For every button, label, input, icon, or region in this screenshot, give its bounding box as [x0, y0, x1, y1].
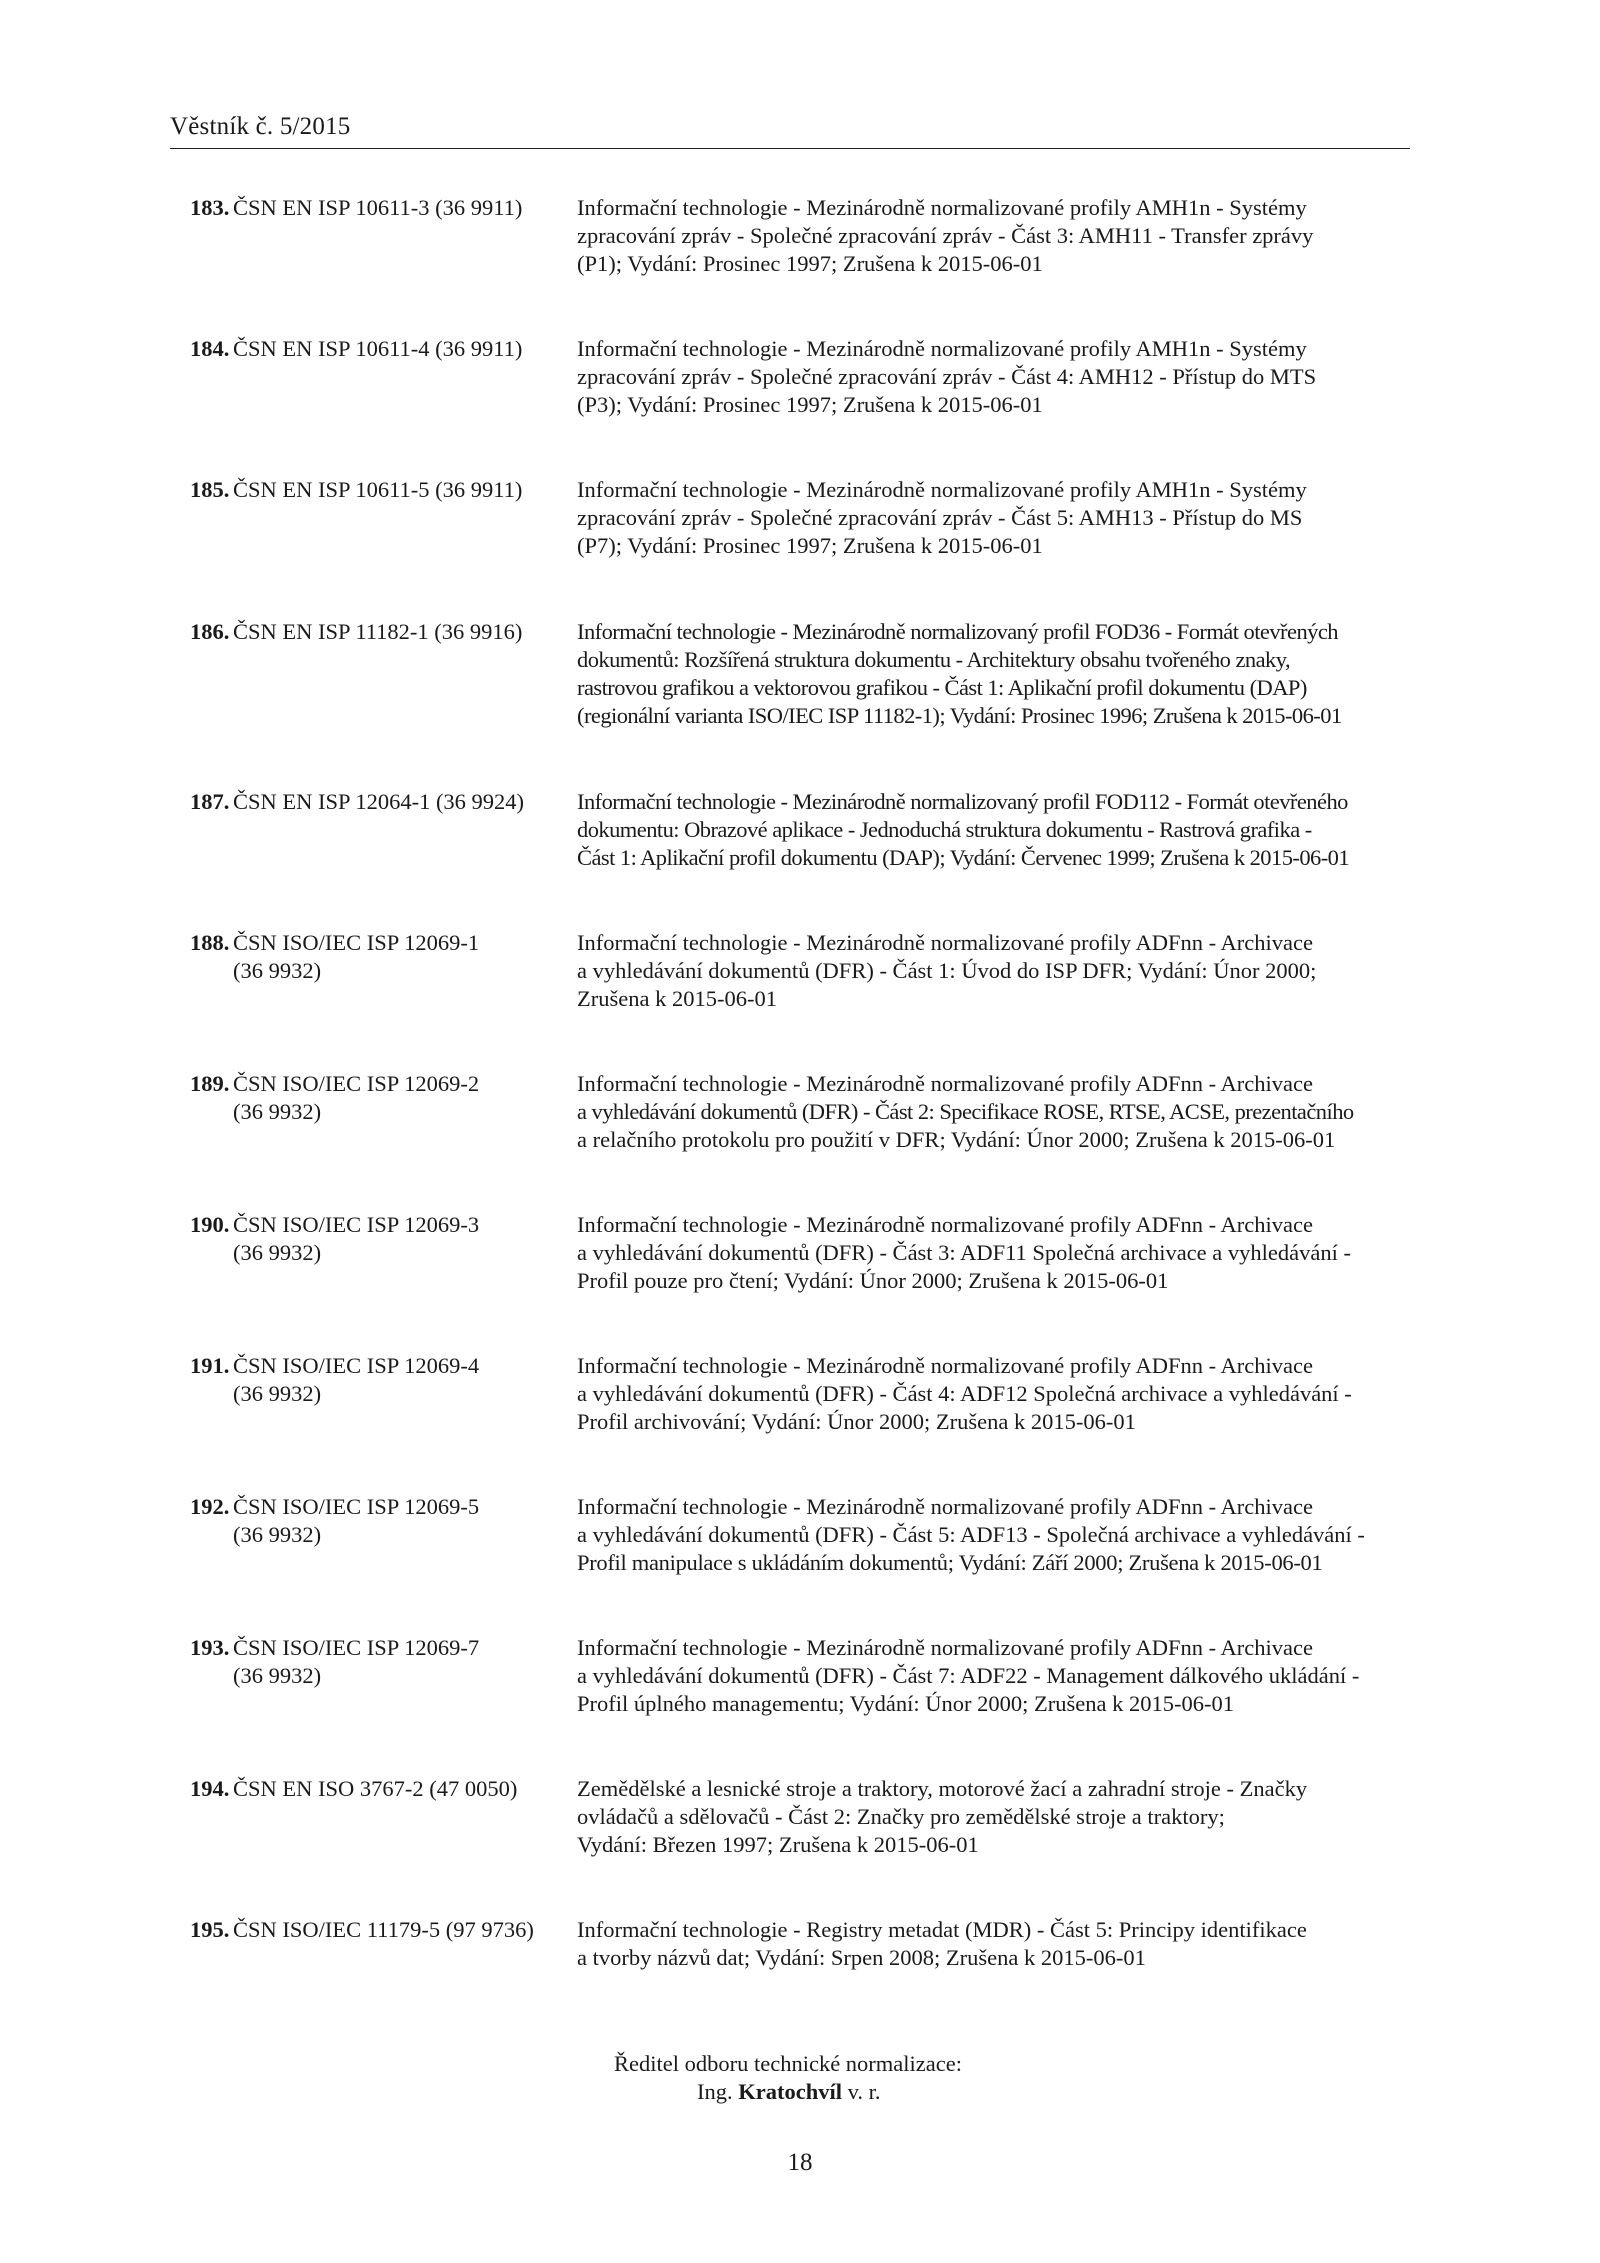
standard-description — [577, 618, 1407, 730]
standard-code-line: ČSN EN ISP 10611-5 (36 9911) — [233, 477, 523, 502]
standard-code-line: ČSN ISO/IEC ISP 12069-4 — [233, 1353, 480, 1378]
standard-description — [577, 1775, 1407, 1859]
standard-description — [577, 1070, 1407, 1154]
description-line: Informační technologie - Mezinárodně normalizované profily AMH1n - Systémy — [577, 336, 1307, 361]
description-line: a vyhledávání dokumentů (DFR) - Část 7: ADF22 - Management dálkového ukládání - — [577, 1663, 1360, 1688]
description-line: a vyhledávání dokumentů (DFR) - Část 3: ADF11 Společná archivace a vyhledávání - — [577, 1240, 1351, 1265]
description-line: rastrovou grafikou a vektorovou grafikou - Část 1: Aplikační profil dokumentu (DAP) — [577, 675, 1307, 700]
standard-code-line: (36 9932) — [233, 958, 322, 983]
standard-code-line: (36 9932) — [233, 1099, 322, 1124]
standard-code — [233, 194, 573, 222]
standard-description — [577, 194, 1407, 278]
description-line: Informační technologie - Mezinárodně normalizovaný profil FOD36 - Formát otevřených — [577, 619, 1338, 644]
description-line: Zemědělské a lesnické stroje a traktory, motorové žací a zahradní stroje - Značky — [577, 1776, 1308, 1801]
standard-description — [577, 788, 1407, 872]
standard-code-line: ČSN ISO/IEC 11179-5 (97 9736) — [233, 1917, 534, 1942]
standard-code-line: ČSN EN ISO 3767-2 (47 0050) — [233, 1776, 518, 1801]
description-line: Informační technologie - Mezinárodně normalizované profily AMH1n - Systémy — [577, 477, 1307, 502]
description-line: a vyhledávání dokumentů (DFR) - Část 1: Úvod do ISP DFR; Vydání: Únor 2000; — [577, 958, 1317, 983]
description-line: (P1); Vydání: Prosinec 1997; Zrušena k 2015-06-01 — [577, 251, 1043, 276]
description-line: dokumentů: Rozšířená struktura dokumentu - Architektury obsahu tvořeného znaky, — [577, 647, 1291, 672]
description-line: Informační technologie - Mezinárodně normalizované profily ADFnn - Archivace — [577, 1212, 1313, 1237]
description-line: Informační technologie - Mezinárodně normalizované profily ADFnn - Archivace — [577, 1494, 1313, 1519]
entry-number: 190. — [190, 1212, 230, 1237]
standard-description — [577, 1352, 1407, 1436]
description-line: Profil manipulace s ukládáním dokumentů; Vydání: Září 2000; Zrušena k 2015-06-01 — [577, 1550, 1323, 1575]
signatory-name: Kratochvíl — [738, 2079, 842, 2104]
standard-code-line: ČSN ISO/IEC ISP 12069-3 — [233, 1212, 480, 1237]
description-line: Profil archivování; Vydání: Únor 2000; Zrušena k 2015-06-01 — [577, 1409, 1136, 1434]
standard-code — [233, 929, 573, 985]
standard-code — [233, 1775, 573, 1803]
description-line: a vyhledávání dokumentů (DFR) - Část 2: Specifikace ROSE, RTSE, ACSE, prezentačního — [577, 1099, 1354, 1124]
description-line: Profil pouze pro čtení; Vydání: Únor 2000; Zrušena k 2015-06-01 — [577, 1268, 1169, 1293]
signatory-suffix: v. r. — [847, 2079, 881, 2104]
standard-description — [577, 1634, 1407, 1718]
description-line: Vydání: Březen 1997; Zrušena k 2015-06-01 — [577, 1832, 979, 1857]
standard-description — [577, 1211, 1407, 1295]
description-line: Zrušena k 2015-06-01 — [577, 986, 777, 1011]
standard-description — [577, 1493, 1407, 1577]
entry-number: 194. — [190, 1776, 230, 1801]
description-line: dokumentu: Obrazové aplikace - Jednoduchá struktura dokumentu - Rastrová grafika - — [577, 817, 1312, 842]
description-line: Část 1: Aplikační profil dokumentu (DAP); Vydání: Červenec 1999; Zrušena k 2015-06-01 — [577, 845, 1350, 870]
signatory-title: Ředitel odboru technické normalizace: — [614, 2051, 962, 2076]
standard-description — [577, 476, 1407, 560]
standard-code-line: (36 9932) — [233, 1663, 322, 1688]
description-line: a relačního protokolu pro použití v DFR; Vydání: Únor 2000; Zrušena k 2015-06-01 — [577, 1127, 1336, 1152]
standard-description — [577, 1916, 1407, 1972]
entry-number: 185. — [190, 477, 230, 502]
description-line: (P3); Vydání: Prosinec 1997; Zrušena k 2015-06-01 — [577, 392, 1043, 417]
entry-number: 195. — [190, 1917, 230, 1942]
description-line: zpracování zpráv - Společné zpracování zpráv - Část 3: AMH11 - Transfer zprávy — [577, 223, 1314, 248]
entry-number: 187. — [190, 789, 230, 814]
description-line: Informační technologie - Mezinárodně normalizované profily ADFnn - Archivace — [577, 1353, 1313, 1378]
standard-code-line: ČSN EN ISP 11182-1 (36 9916) — [233, 619, 523, 644]
description-line: zpracování zpráv - Společné zpracování zpráv - Část 5: AMH13 - Přístup do MS — [577, 505, 1303, 530]
standard-code-line: ČSN EN ISP 10611-4 (36 9911) — [233, 336, 523, 361]
standard-code — [233, 1070, 573, 1126]
standard-code — [233, 1211, 573, 1267]
entry-number: 193. — [190, 1635, 230, 1660]
standard-code-line: ČSN EN ISP 10611-3 (36 9911) — [233, 195, 523, 220]
description-line: a vyhledávání dokumentů (DFR) - Část 5: ADF13 - Společná archivace a vyhledávání - — [577, 1522, 1365, 1547]
standard-code-line: (36 9932) — [233, 1522, 322, 1547]
entry-number: 191. — [190, 1353, 230, 1378]
description-line: ovládačů a sdělovačů - Část 2: Značky pro zemědělské stroje a traktory; — [577, 1804, 1225, 1829]
description-line: a tvorby názvů dat; Vydání: Srpen 2008; Zrušena k 2015-06-01 — [577, 1945, 1146, 1970]
signatory-prefix: Ing. — [697, 2079, 733, 2104]
description-line: Informační technologie - Mezinárodně normalizované profily ADFnn - Archivace — [577, 930, 1313, 955]
description-line: Profil úplného managementu; Vydání: Únor 2000; Zrušena k 2015-06-01 — [577, 1691, 1234, 1716]
standard-code — [233, 476, 573, 504]
standard-description — [577, 929, 1407, 1013]
standard-code-line: ČSN ISO/IEC ISP 12069-5 — [233, 1494, 480, 1519]
standard-code-line: (36 9932) — [233, 1381, 322, 1406]
entry-number: 189. — [190, 1071, 230, 1096]
description-line: Informační technologie - Mezinárodně normalizované profily AMH1n - Systémy — [577, 195, 1307, 220]
description-line: Informační technologie - Mezinárodně normalizované profily ADFnn - Archivace — [577, 1071, 1313, 1096]
standard-code — [233, 1352, 573, 1408]
entry-number: 184. — [190, 336, 230, 361]
standard-code-line: ČSN EN ISP 12064-1 (36 9924) — [233, 789, 525, 814]
entry-number: 186. — [190, 619, 230, 644]
standard-code — [233, 618, 573, 646]
entry-number: 192. — [190, 1494, 230, 1519]
description-line: Informační technologie - Mezinárodně normalizované profily ADFnn - Archivace — [577, 1635, 1313, 1660]
standard-code-line: ČSN ISO/IEC ISP 12069-1 — [233, 930, 480, 955]
standard-code-line: ČSN ISO/IEC ISP 12069-2 — [233, 1071, 480, 1096]
standard-code — [233, 1916, 573, 1944]
description-line: zpracování zpráv - Společné zpracování zpráv - Část 4: AMH12 - Přístup do MTS — [577, 364, 1317, 389]
description-line: a vyhledávání dokumentů (DFR) - Část 4: ADF12 Společná archivace a vyhledávání - — [577, 1381, 1352, 1406]
standard-description — [577, 335, 1407, 419]
description-line: Informační technologie - Mezinárodně normalizovaný profil FOD112 - Formát otevřeného — [577, 789, 1348, 814]
signatory-name-line — [697, 2078, 881, 2106]
standard-code-line: ČSN ISO/IEC ISP 12069-7 — [233, 1635, 480, 1660]
description-line: Informační technologie - Registry metadat (MDR) - Část 5: Principy identifikace — [577, 1917, 1307, 1942]
page-header — [170, 112, 1410, 149]
standard-code — [233, 335, 573, 363]
journal-title: Věstník č. 5/2015 — [170, 113, 351, 140]
standard-code — [233, 788, 573, 816]
description-line: (P7); Vydání: Prosinec 1997; Zrušena k 2015-06-01 — [577, 533, 1043, 558]
page-number: 18 — [787, 2149, 813, 2176]
description-line: (regionální varianta ISO/IEC ISP 11182-1); Vydání: Prosinec 1996; Zrušena k 2015-06-01 — [577, 703, 1342, 728]
standard-code — [233, 1634, 573, 1690]
standard-code-line: (36 9932) — [233, 1240, 322, 1265]
standard-code — [233, 1493, 573, 1549]
entry-number: 188. — [190, 930, 230, 955]
entry-number: 183. — [190, 195, 230, 220]
